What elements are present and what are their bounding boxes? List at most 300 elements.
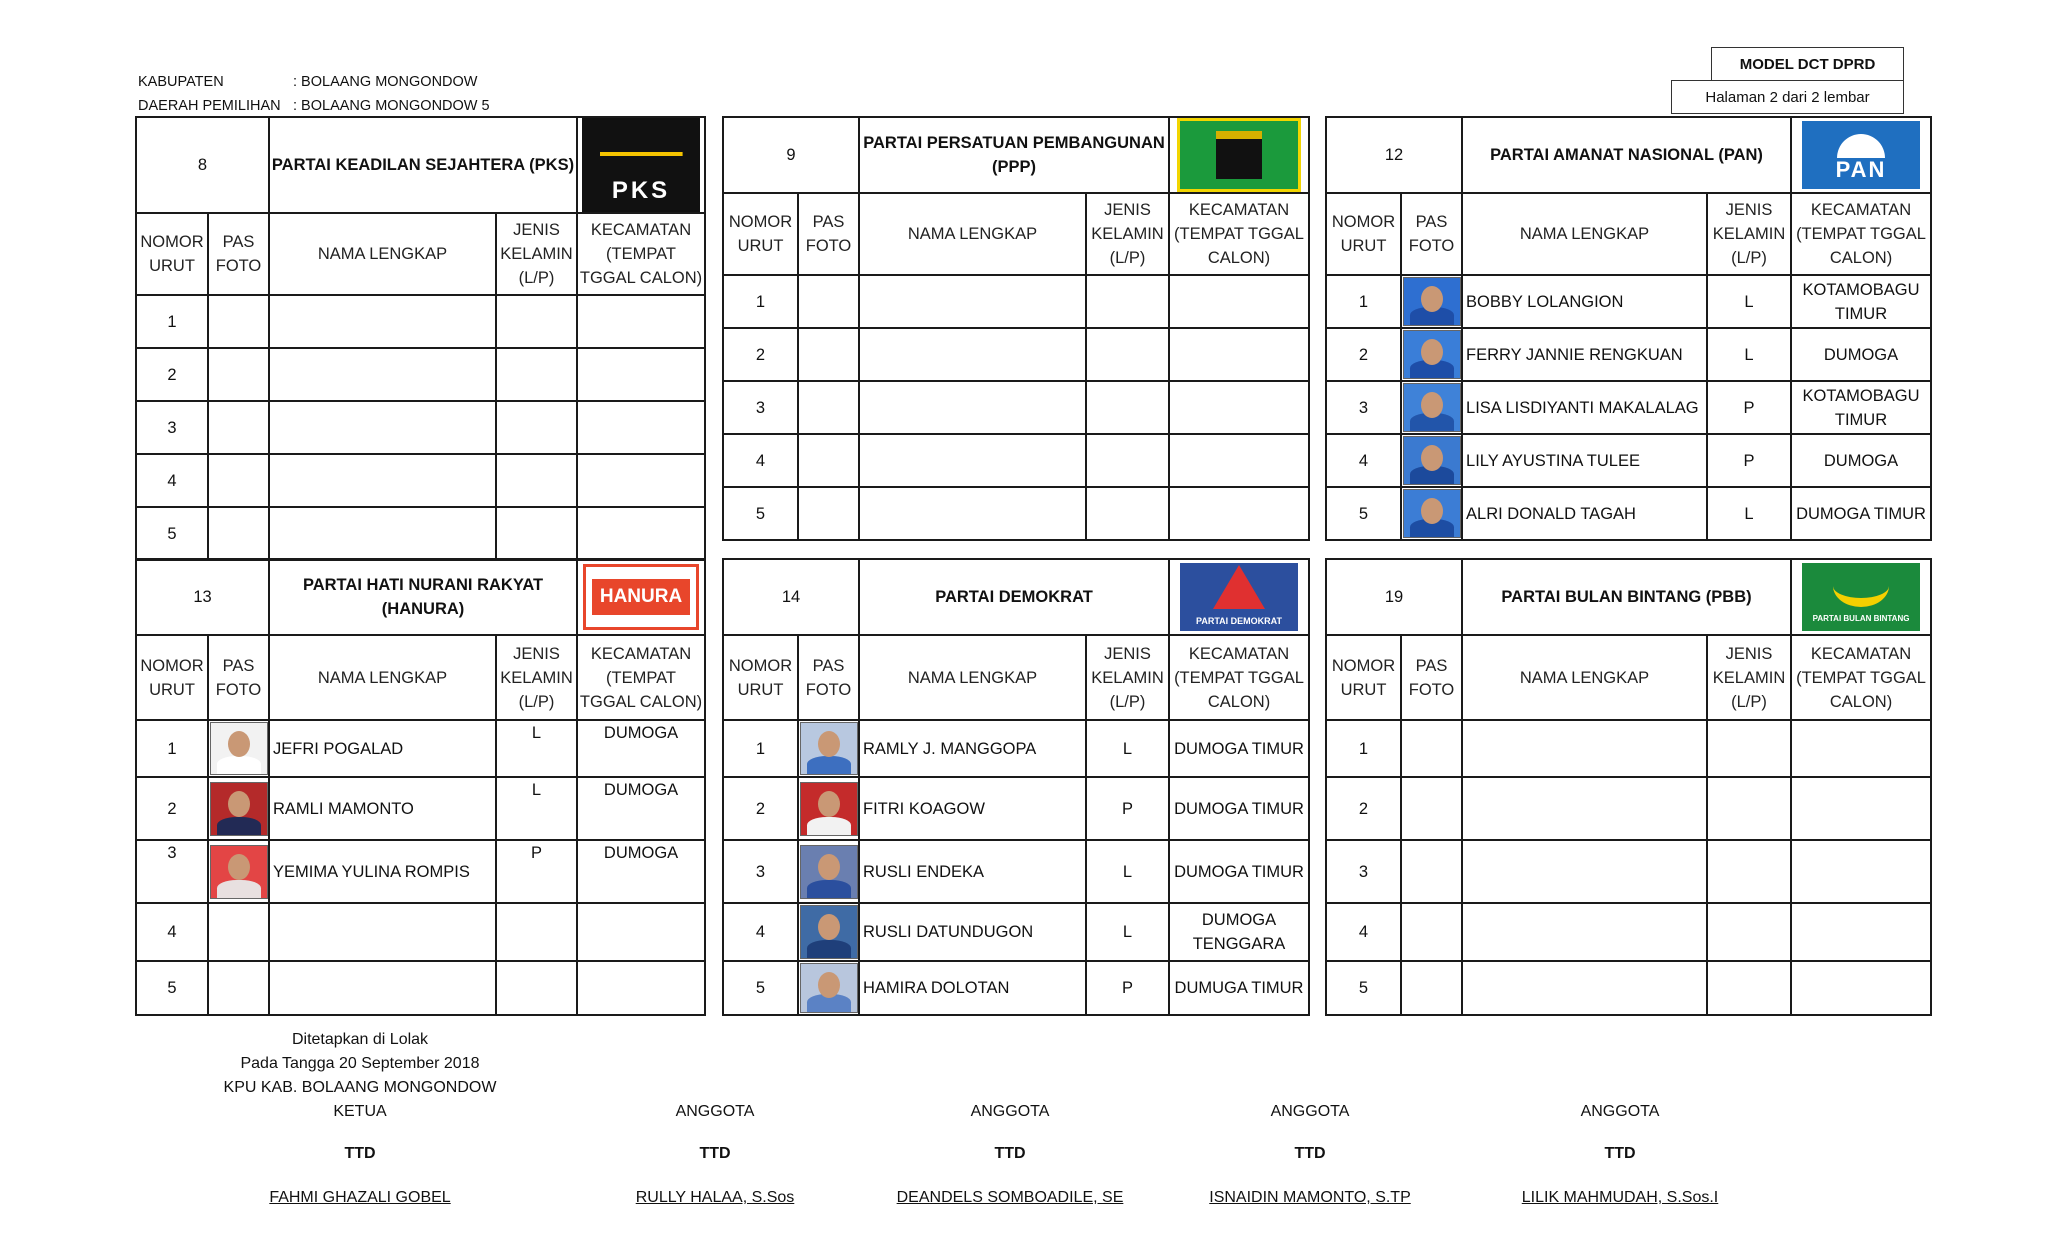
- candidate-name: [859, 328, 1086, 381]
- candidate-number: 4: [723, 434, 798, 487]
- candidate-row: [1326, 487, 1931, 540]
- candidate-photo-cell: [798, 777, 859, 840]
- candidate-name: [859, 434, 1086, 487]
- candidate-photo-cell: [208, 401, 269, 454]
- candidate-row: [1326, 903, 1931, 961]
- candidate-photo-cell: [208, 454, 269, 507]
- candidate-gender: [496, 903, 577, 961]
- signer-role: ANGGOTA: [675, 1103, 755, 1120]
- candidate-gender: [1707, 840, 1791, 903]
- candidate-row: [723, 777, 1309, 840]
- candidate-photo-cell: [1401, 275, 1462, 328]
- candidate-number: 1: [723, 720, 798, 777]
- kabupaten-value: : BOLAANG MONGONDOW: [293, 74, 478, 90]
- candidate-number: 1: [1326, 275, 1401, 328]
- candidate-number: 1: [723, 275, 798, 328]
- candidate-photo-cell: [208, 348, 269, 401]
- candidate-number: 2: [136, 348, 208, 401]
- candidate-name: RAMLI MAMONTO: [269, 777, 496, 840]
- signer-role: ANGGOTA: [1270, 1103, 1350, 1120]
- candidate-photo-cell: [798, 328, 859, 381]
- column-header-row: [723, 635, 1309, 720]
- candidate-gender: L: [1707, 328, 1791, 381]
- col-header-pas-foto: PAS FOTO: [1401, 193, 1462, 275]
- candidate-kecamatan: [577, 348, 705, 401]
- candidate-photo: [1403, 489, 1461, 538]
- signer-role: KETUA: [333, 1103, 387, 1120]
- candidate-number: 2: [136, 777, 208, 840]
- signer-name: ISNAIDIN MAMONTO, S.TP: [1209, 1189, 1411, 1206]
- candidate-kecamatan: [1169, 381, 1309, 434]
- candidate-photo-cell: [208, 840, 269, 903]
- photo-body: [217, 880, 261, 898]
- party-name: PARTAI DEMOKRAT: [859, 559, 1169, 635]
- candidate-row: [136, 507, 705, 560]
- candidate-photo-cell: [208, 777, 269, 840]
- candidate-number: 5: [1326, 961, 1401, 1015]
- candidate-photo: [800, 905, 858, 959]
- candidate-number: 5: [1326, 487, 1401, 540]
- col-header-nomor: NOMOR URUT: [723, 635, 798, 720]
- party-table-13: [135, 558, 706, 1016]
- candidate-gender: L: [1086, 903, 1169, 961]
- candidate-photo: [800, 722, 858, 775]
- candidate-gender: L: [1707, 487, 1791, 540]
- col-header-pas-foto: PAS FOTO: [798, 635, 859, 720]
- party-name: PARTAI BULAN BINTANG (PBB): [1462, 559, 1791, 635]
- candidate-name: [269, 295, 496, 348]
- candidate-row: [723, 434, 1309, 487]
- column-header-row: [136, 213, 705, 295]
- candidate-row: [136, 903, 705, 961]
- col-header-nama: NAMA LENGKAP: [859, 193, 1086, 275]
- candidate-kecamatan: KOTAMOBAGU TIMUR: [1791, 275, 1931, 328]
- candidate-photo-cell: [798, 840, 859, 903]
- candidate-row: [723, 903, 1309, 961]
- candidate-row: [136, 961, 705, 1015]
- candidate-number: 2: [723, 777, 798, 840]
- candidate-photo-cell: [1401, 961, 1462, 1015]
- photo-face: [818, 791, 840, 817]
- candidate-kecamatan: [1791, 777, 1931, 840]
- column-header-row: [1326, 635, 1931, 720]
- candidate-name: [1462, 903, 1707, 961]
- candidate-row: [136, 401, 705, 454]
- candidate-photo-cell: [208, 720, 269, 777]
- candidate-row: [723, 720, 1309, 777]
- candidate-gender: [1086, 328, 1169, 381]
- candidate-name: BOBBY LOLANGION: [1462, 275, 1707, 328]
- candidate-number: 1: [1326, 720, 1401, 777]
- candidate-name: LISA LISDIYANTI MAKALALAG: [1462, 381, 1707, 434]
- candidate-photo-cell: [798, 434, 859, 487]
- candidate-gender: P: [1707, 434, 1791, 487]
- candidate-kecamatan: [1791, 840, 1931, 903]
- party-name: PARTAI AMANAT NASIONAL (PAN): [1462, 117, 1791, 193]
- candidate-name: [269, 903, 496, 961]
- candidate-row: [723, 961, 1309, 1015]
- photo-face: [818, 914, 840, 940]
- sun-icon: [1837, 134, 1885, 158]
- candidate-gender: P: [1086, 961, 1169, 1015]
- signer-block: [215, 1100, 505, 1210]
- candidate-photo-cell: [798, 381, 859, 434]
- candidate-name: HAMIRA DOLOTAN: [859, 961, 1086, 1015]
- candidate-gender: L: [496, 720, 577, 777]
- candidate-photo-cell: [798, 275, 859, 328]
- party-table-14: [722, 558, 1310, 1016]
- col-header-nama: NAMA LENGKAP: [269, 213, 496, 295]
- footer-stamp: [215, 1028, 505, 1100]
- candidate-kecamatan: [577, 454, 705, 507]
- candidate-gender: [496, 507, 577, 560]
- pan-logo-icon: [1802, 121, 1920, 189]
- signer-name: RULLY HALAA, S.Sos: [635, 1189, 795, 1206]
- signer-role: ANGGOTA: [1580, 1103, 1660, 1120]
- party-number: 8: [136, 117, 269, 213]
- candidate-number: 3: [1326, 381, 1401, 434]
- candidate-number: 2: [1326, 777, 1401, 840]
- candidate-kecamatan: [577, 903, 705, 961]
- footer-org: KPU KAB. BOLAANG MONGONDOW: [223, 1079, 497, 1096]
- candidate-gender: P: [1707, 381, 1791, 434]
- party-logo-cell: [577, 117, 705, 213]
- signer-role: ANGGOTA: [970, 1103, 1050, 1120]
- candidate-row: [136, 295, 705, 348]
- col-header-kecamatan: KECAMATAN (TEMPAT TGGAL CALON): [1169, 635, 1309, 720]
- candidate-kecamatan: DUMOGA TIMUR: [1169, 840, 1309, 903]
- candidate-photo: [210, 782, 268, 836]
- col-header-nomor: NOMOR URUT: [136, 635, 208, 720]
- candidate-name: [269, 454, 496, 507]
- kaaba-icon: [1216, 131, 1262, 179]
- candidate-photo-cell: [798, 961, 859, 1015]
- candidate-kecamatan: DUMOGA TIMUR: [1169, 777, 1309, 840]
- candidate-photo: [800, 845, 858, 899]
- candidate-number: 3: [723, 840, 798, 903]
- col-header-jenis: JENIS KELAMIN (L/P): [496, 635, 577, 720]
- candidate-gender: L: [1086, 840, 1169, 903]
- candidate-photo: [210, 722, 268, 775]
- signature-ttd: TTD: [699, 1145, 731, 1162]
- photo-body: [807, 940, 851, 958]
- candidate-row: [1326, 961, 1931, 1015]
- photo-face: [818, 972, 840, 998]
- candidate-number: 5: [723, 961, 798, 1015]
- candidate-row: [1326, 434, 1931, 487]
- page-label: Halaman 2 dari 2 lembar: [1671, 80, 1904, 114]
- signer-block: [1480, 1100, 1760, 1210]
- candidate-row: [1326, 840, 1931, 903]
- col-header-nama: NAMA LENGKAP: [1462, 635, 1707, 720]
- candidate-number: 3: [1326, 840, 1401, 903]
- photo-face: [1421, 286, 1443, 312]
- col-header-jenis: JENIS KELAMIN (L/P): [1707, 193, 1791, 275]
- party-table-12: [1325, 116, 1932, 541]
- candidate-kecamatan: [1791, 903, 1931, 961]
- candidate-name: LILY AYUSTINA TULEE: [1462, 434, 1707, 487]
- party-logo-cell: [1169, 559, 1309, 635]
- photo-face: [1421, 498, 1443, 524]
- dapil-label: DAERAH PEMILIHAN: [138, 98, 281, 114]
- candidate-photo-cell: [1401, 381, 1462, 434]
- candidate-number: 1: [136, 720, 208, 777]
- candidate-gender: [496, 348, 577, 401]
- candidate-row: [1326, 381, 1931, 434]
- pks-logo-icon: [582, 118, 700, 212]
- candidate-gender: [1086, 381, 1169, 434]
- candidate-gender: L: [1707, 275, 1791, 328]
- candidate-kecamatan: DUMOGA: [1791, 328, 1931, 381]
- candidate-photo-cell: [208, 961, 269, 1015]
- candidate-kecamatan: DUMOGA TIMUR: [1791, 487, 1931, 540]
- candidate-name: ALRI DONALD TAGAH: [1462, 487, 1707, 540]
- col-header-nomor: NOMOR URUT: [136, 213, 208, 295]
- candidate-photo: [800, 782, 858, 836]
- col-header-kecamatan: KECAMATAN (TEMPAT TGGAL CALON): [577, 213, 705, 295]
- candidate-row: [723, 381, 1309, 434]
- candidate-kecamatan: [577, 507, 705, 560]
- candidate-kecamatan: DUMOGA: [577, 840, 705, 903]
- candidate-photo: [1403, 383, 1461, 432]
- candidate-photo: [800, 963, 858, 1013]
- signature-ttd: TTD: [994, 1145, 1026, 1162]
- photo-face: [228, 854, 250, 880]
- candidate-name: RUSLI ENDEKA: [859, 840, 1086, 903]
- party-number: 13: [136, 559, 269, 635]
- signer-block: [1170, 1100, 1450, 1210]
- col-header-pas-foto: PAS FOTO: [1401, 635, 1462, 720]
- col-header-jenis: JENIS KELAMIN (L/P): [496, 213, 577, 295]
- photo-body: [217, 817, 261, 835]
- col-header-jenis: JENIS KELAMIN (L/P): [1086, 635, 1169, 720]
- party-logo-cell: [577, 559, 705, 635]
- candidate-name: [1462, 777, 1707, 840]
- photo-body: [807, 756, 851, 774]
- party-table-19: [1325, 558, 1932, 1016]
- party-header-row: [723, 559, 1309, 635]
- candidate-gender: [496, 454, 577, 507]
- candidate-kecamatan: [1169, 434, 1309, 487]
- candidate-photo-cell: [208, 903, 269, 961]
- candidate-number: 3: [136, 840, 208, 903]
- candidate-photo-cell: [208, 295, 269, 348]
- candidate-photo-cell: [1401, 434, 1462, 487]
- candidate-number: 4: [136, 903, 208, 961]
- candidate-name: [269, 507, 496, 560]
- candidate-number: 2: [1326, 328, 1401, 381]
- demokrat-logo-text: PARTAI DEMOKRAT: [1196, 616, 1283, 626]
- pks-logo-text: PKS: [611, 177, 671, 204]
- candidate-gender: P: [496, 840, 577, 903]
- demokrat-logo-icon: [1180, 563, 1298, 631]
- candidate-kecamatan: [1791, 720, 1931, 777]
- pan-logo-text: PAN: [1835, 157, 1887, 182]
- candidate-gender: [1707, 961, 1791, 1015]
- candidate-name: [269, 348, 496, 401]
- candidate-gender: L: [1086, 720, 1169, 777]
- photo-body: [807, 880, 851, 898]
- col-header-kecamatan: KECAMATAN (TEMPAT TGGAL CALON): [1791, 193, 1931, 275]
- candidate-photo-cell: [1401, 328, 1462, 381]
- candidate-kecamatan: [1791, 961, 1931, 1015]
- candidate-name: [1462, 720, 1707, 777]
- candidate-photo-cell: [798, 720, 859, 777]
- candidate-gender: [1086, 275, 1169, 328]
- candidate-number: 5: [136, 961, 208, 1015]
- candidate-photo: [1403, 277, 1461, 326]
- signature-ttd: TTD: [1294, 1145, 1326, 1162]
- candidate-gender: [496, 401, 577, 454]
- col-header-pas-foto: PAS FOTO: [798, 193, 859, 275]
- photo-face: [1421, 392, 1443, 418]
- candidate-gender: [1707, 903, 1791, 961]
- candidate-name: [269, 961, 496, 1015]
- party-name: PARTAI HATI NURANI RAKYAT (HANURA): [269, 559, 577, 635]
- candidate-photo-cell: [1401, 777, 1462, 840]
- candidate-gender: [1086, 487, 1169, 540]
- candidate-number: 5: [136, 507, 208, 560]
- crescent-moon-icon: [1833, 565, 1889, 607]
- candidate-name: [1462, 961, 1707, 1015]
- candidate-row: [723, 487, 1309, 540]
- col-header-pas-foto: PAS FOTO: [208, 635, 269, 720]
- candidate-kecamatan: [1169, 328, 1309, 381]
- col-header-nomor: NOMOR URUT: [1326, 635, 1401, 720]
- candidate-photo-cell: [798, 903, 859, 961]
- candidate-photo-cell: [1401, 840, 1462, 903]
- party-table-8: [135, 116, 706, 561]
- candidate-row: [723, 840, 1309, 903]
- party-name: PARTAI KEADILAN SEJAHTERA (PKS): [269, 117, 577, 213]
- candidate-number: 5: [723, 487, 798, 540]
- candidate-photo: [1403, 330, 1461, 379]
- signature-ttd: TTD: [1604, 1145, 1636, 1162]
- candidate-kecamatan: [1169, 487, 1309, 540]
- candidate-name: [1462, 840, 1707, 903]
- footer-date: Pada Tangga 20 September 2018: [240, 1055, 480, 1072]
- candidate-row: [136, 777, 705, 840]
- party-header-row: [1326, 559, 1931, 635]
- party-number: 12: [1326, 117, 1462, 193]
- candidate-number: 4: [136, 454, 208, 507]
- col-header-jenis: JENIS KELAMIN (L/P): [1086, 193, 1169, 275]
- candidate-name: JEFRI POGALAD: [269, 720, 496, 777]
- candidate-row: [136, 720, 705, 777]
- col-header-pas-foto: PAS FOTO: [208, 213, 269, 295]
- signer-name: DEANDELS SOMBOADILE, SE: [896, 1189, 1124, 1206]
- kabupaten-label: KABUPATEN: [138, 74, 224, 90]
- candidate-row: [136, 348, 705, 401]
- party-table-9: [722, 116, 1310, 541]
- candidate-row: [723, 328, 1309, 381]
- party-name: PARTAI PERSATUAN PEMBANGUNAN (PPP): [859, 117, 1169, 193]
- candidate-number: 4: [1326, 434, 1401, 487]
- col-header-nama: NAMA LENGKAP: [1462, 193, 1707, 275]
- candidate-gender: P: [1086, 777, 1169, 840]
- hanura-logo-icon: [583, 564, 699, 630]
- party-header-row: [136, 117, 705, 213]
- candidate-kecamatan: KOTAMOBAGU TIMUR: [1791, 381, 1931, 434]
- party-header-row: [1326, 117, 1931, 193]
- signer-name: LILIK MAHMUDAH, S.Sos.I: [1521, 1189, 1719, 1206]
- hanura-logo-text: HANURA: [592, 579, 690, 615]
- col-header-kecamatan: KECAMATAN (TEMPAT TGGAL CALON): [1791, 635, 1931, 720]
- candidate-name: [269, 401, 496, 454]
- col-header-nama: NAMA LENGKAP: [269, 635, 496, 720]
- candidate-name: RUSLI DATUNDUGON: [859, 903, 1086, 961]
- col-header-nama: NAMA LENGKAP: [859, 635, 1086, 720]
- party-logo-cell: [1791, 559, 1931, 635]
- candidate-photo-cell: [1401, 903, 1462, 961]
- candidate-name: [859, 487, 1086, 540]
- candidate-row: [136, 840, 705, 903]
- party-logo-cell: [1169, 117, 1309, 193]
- pbb-logo-icon: [1802, 563, 1920, 631]
- candidate-photo-cell: [798, 487, 859, 540]
- dapil-value: : BOLAANG MONGONDOW 5: [293, 98, 490, 114]
- candidate-name: YEMIMA YULINA ROMPIS: [269, 840, 496, 903]
- candidate-kecamatan: [577, 401, 705, 454]
- candidate-number: 4: [1326, 903, 1401, 961]
- candidate-kecamatan: [577, 295, 705, 348]
- pbb-logo-text: PARTAI BULAN BINTANG: [1812, 614, 1910, 623]
- candidate-photo-cell: [1401, 720, 1462, 777]
- model-label: MODEL DCT DPRD: [1711, 47, 1904, 81]
- candidate-gender: [1707, 777, 1791, 840]
- header-info: [138, 70, 490, 118]
- star-mercy-icon: [1213, 565, 1265, 609]
- signer-block: [575, 1100, 855, 1210]
- party-number: 19: [1326, 559, 1462, 635]
- col-header-jenis: JENIS KELAMIN (L/P): [1707, 635, 1791, 720]
- col-header-kecamatan: KECAMATAN (TEMPAT TGGAL CALON): [577, 635, 705, 720]
- party-header-row: [723, 117, 1309, 193]
- candidate-name: FERRY JANNIE RENGKUAN: [1462, 328, 1707, 381]
- candidate-number: 4: [723, 903, 798, 961]
- candidate-gender: [1707, 720, 1791, 777]
- signer-name: FAHMI GHAZALI GOBEL: [269, 1189, 451, 1206]
- candidate-name: FITRI KOAGOW: [859, 777, 1086, 840]
- photo-face: [1421, 445, 1443, 471]
- candidate-kecamatan: DUMOGA TIMUR: [1169, 720, 1309, 777]
- candidate-photo-cell: [1401, 487, 1462, 540]
- column-header-row: [1326, 193, 1931, 275]
- candidate-kecamatan: DUMOGA: [1791, 434, 1931, 487]
- candidate-photo: [1403, 436, 1461, 485]
- ppp-logo-icon: [1177, 118, 1301, 192]
- candidate-name: RAMLY J. MANGGOPA: [859, 720, 1086, 777]
- candidate-kecamatan: DUMOGA TENGGARA: [1169, 903, 1309, 961]
- party-number: 9: [723, 117, 859, 193]
- footer-place: Ditetapkan di Lolak: [291, 1031, 429, 1048]
- col-header-kecamatan: KECAMATAN (TEMPAT TGGAL CALON): [1169, 193, 1309, 275]
- signature-ttd: TTD: [344, 1145, 376, 1162]
- candidate-gender: [1086, 434, 1169, 487]
- candidate-photo-cell: [208, 507, 269, 560]
- candidate-number: 3: [136, 401, 208, 454]
- photo-face: [818, 731, 840, 757]
- candidate-gender: [496, 961, 577, 1015]
- candidate-gender: L: [496, 777, 577, 840]
- candidate-row: [723, 275, 1309, 328]
- candidate-row: [136, 454, 705, 507]
- candidate-kecamatan: DUMOGA: [577, 777, 705, 840]
- candidate-kecamatan: DUMOGA: [577, 720, 705, 777]
- party-number: 14: [723, 559, 859, 635]
- col-header-nomor: NOMOR URUT: [1326, 193, 1401, 275]
- photo-face: [228, 731, 250, 757]
